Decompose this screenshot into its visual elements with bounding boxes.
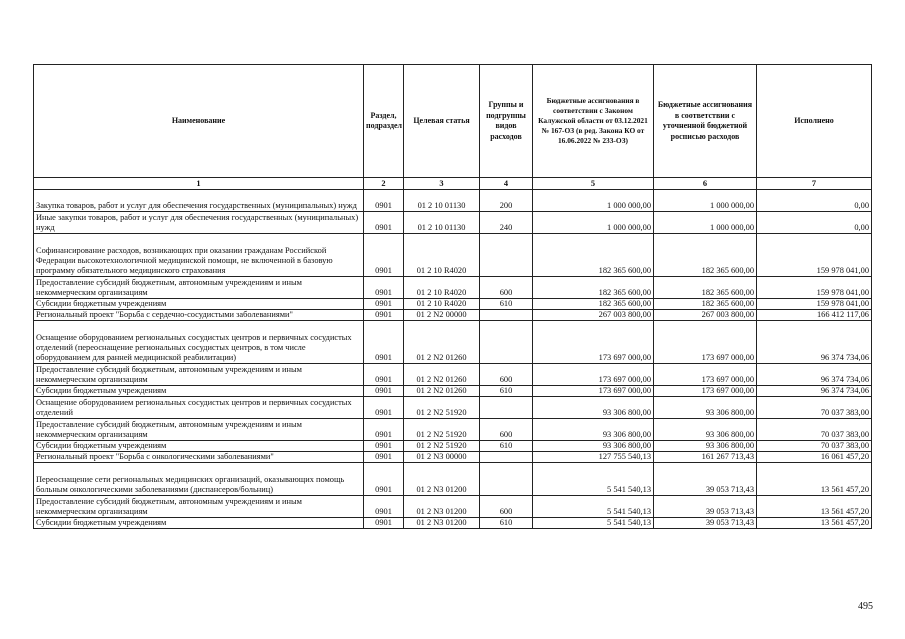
table-header-row xyxy=(34,65,872,178)
cell-target: 01 2 N2 51920 xyxy=(404,441,480,452)
cell-target: 01 2 10 01130 xyxy=(404,190,480,212)
cell-budget-law: 267 003 800,00 xyxy=(533,310,654,321)
table-row xyxy=(34,518,872,529)
table-body xyxy=(34,190,872,529)
cell-name: Субсидии бюджетным учреждениям xyxy=(34,386,364,397)
cell-name: Субсидии бюджетным учреждениям xyxy=(34,441,364,452)
cell-name: Предоставление субсидий бюджетным, автономным учреждениям и иным некоммерческим организациям xyxy=(34,277,364,299)
cell-target: 01 2 10 R4020 xyxy=(404,299,480,310)
cell-target: 01 2 N2 01260 xyxy=(404,364,480,386)
cell-budget-law: 93 306 800,00 xyxy=(533,419,654,441)
cell-executed: 70 037 383,00 xyxy=(757,441,872,452)
cell-budget-refined: 93 306 800,00 xyxy=(654,441,757,452)
cell-group: 610 xyxy=(480,441,533,452)
cell-section: 0901 xyxy=(364,397,404,419)
cell-group xyxy=(480,310,533,321)
cell-budget-law: 1 000 000,00 xyxy=(533,190,654,212)
cell-section: 0901 xyxy=(364,463,404,496)
cell-target: 01 2 N3 00000 xyxy=(404,452,480,463)
column-number: 5 xyxy=(533,178,654,190)
cell-budget-law: 5 541 540,13 xyxy=(533,518,654,529)
cell-executed: 0,00 xyxy=(757,212,872,234)
table-row xyxy=(34,277,872,299)
cell-budget-law: 93 306 800,00 xyxy=(533,441,654,452)
cell-target: 01 2 N3 01200 xyxy=(404,463,480,496)
cell-executed: 96 374 734,06 xyxy=(757,364,872,386)
budget-table xyxy=(33,64,872,529)
cell-budget-law: 182 365 600,00 xyxy=(533,277,654,299)
cell-target: 01 2 10 R4020 xyxy=(404,277,480,299)
cell-target: 01 2 N3 01200 xyxy=(404,496,480,518)
table-row xyxy=(34,310,872,321)
header-target: Целевая статья xyxy=(404,65,480,178)
cell-name: Переоснащение сети региональных медицинских организаций, оказывающих помощь больным онкологическими заболеваниями (диспансеров/больниц) xyxy=(34,463,364,496)
cell-budget-refined: 267 003 800,00 xyxy=(654,310,757,321)
cell-group: 600 xyxy=(480,277,533,299)
cell-budget-refined: 182 365 600,00 xyxy=(654,277,757,299)
header-section: Раздел, подраздел xyxy=(364,65,404,178)
budget-table-container xyxy=(33,64,871,529)
cell-target: 01 2 N2 51920 xyxy=(404,419,480,441)
cell-section: 0901 xyxy=(364,441,404,452)
cell-name: Региональный проект "Борьба с онкологическими заболеваниями" xyxy=(34,452,364,463)
cell-executed: 159 978 041,00 xyxy=(757,277,872,299)
cell-group xyxy=(480,321,533,364)
cell-executed: 70 037 383,00 xyxy=(757,397,872,419)
cell-budget-law: 1 000 000,00 xyxy=(533,212,654,234)
cell-budget-law: 182 365 600,00 xyxy=(533,234,654,277)
cell-budget-law: 173 697 000,00 xyxy=(533,364,654,386)
cell-group: 600 xyxy=(480,419,533,441)
cell-group xyxy=(480,234,533,277)
cell-executed: 13 561 457,20 xyxy=(757,496,872,518)
cell-section: 0901 xyxy=(364,386,404,397)
column-number-row xyxy=(34,178,872,190)
cell-section: 0901 xyxy=(364,419,404,441)
cell-executed: 70 037 383,00 xyxy=(757,419,872,441)
column-number: 7 xyxy=(757,178,872,190)
cell-group xyxy=(480,397,533,419)
column-number: 4 xyxy=(480,178,533,190)
column-number: 6 xyxy=(654,178,757,190)
cell-group: 610 xyxy=(480,386,533,397)
cell-executed: 16 061 457,20 xyxy=(757,452,872,463)
cell-section: 0901 xyxy=(364,212,404,234)
cell-name: Субсидии бюджетным учреждениям xyxy=(34,299,364,310)
cell-target: 01 2 N2 01260 xyxy=(404,386,480,397)
page-number: 495 xyxy=(858,601,873,612)
cell-section: 0901 xyxy=(364,452,404,463)
cell-executed: 0,00 xyxy=(757,190,872,212)
table-row xyxy=(34,364,872,386)
table-row xyxy=(34,496,872,518)
cell-group: 600 xyxy=(480,496,533,518)
cell-executed: 159 978 041,00 xyxy=(757,299,872,310)
table-row xyxy=(34,452,872,463)
header-budget-law: Бюджетные ассигнования в соответствии с Законом Калужской области от 03.12.2021 № 167-ОЗ (в ред. Закона КО от 16.06.2022 № 233-ОЗ) xyxy=(533,65,654,178)
cell-target: 01 2 N2 00000 xyxy=(404,310,480,321)
cell-group: 200 xyxy=(480,190,533,212)
cell-budget-refined: 1 000 000,00 xyxy=(654,190,757,212)
table-row xyxy=(34,441,872,452)
cell-executed: 13 561 457,20 xyxy=(757,463,872,496)
column-number: 3 xyxy=(404,178,480,190)
table-row xyxy=(34,299,872,310)
cell-budget-law: 5 541 540,13 xyxy=(533,463,654,496)
cell-budget-law: 93 306 800,00 xyxy=(533,397,654,419)
cell-target: 01 2 10 01130 xyxy=(404,212,480,234)
cell-section: 0901 xyxy=(364,496,404,518)
cell-budget-refined: 173 697 000,00 xyxy=(654,364,757,386)
cell-budget-refined: 161 267 713,43 xyxy=(654,452,757,463)
table-row xyxy=(34,463,872,496)
cell-name: Оснащение оборудованием региональных сосудистых центров и первичных сосудистых отделений (переоснащение региональных сосудистых центров, в том числе оборудованием для ранней медицинской реабилитации) xyxy=(34,321,364,364)
cell-group xyxy=(480,452,533,463)
cell-section: 0901 xyxy=(364,321,404,364)
cell-section: 0901 xyxy=(364,310,404,321)
header-group: Группы и подгруппы видов расходов xyxy=(480,65,533,178)
cell-budget-refined: 39 053 713,43 xyxy=(654,463,757,496)
cell-budget-law: 182 365 600,00 xyxy=(533,299,654,310)
table-row xyxy=(34,419,872,441)
table-row xyxy=(34,212,872,234)
cell-group xyxy=(480,463,533,496)
cell-budget-refined: 173 697 000,00 xyxy=(654,386,757,397)
cell-section: 0901 xyxy=(364,190,404,212)
cell-executed: 166 412 117,06 xyxy=(757,310,872,321)
cell-budget-refined: 39 053 713,43 xyxy=(654,518,757,529)
cell-section: 0901 xyxy=(364,364,404,386)
header-budget-refined: Бюджетные ассигнования в соответствии с уточненной бюджетной росписью расходов xyxy=(654,65,757,178)
cell-executed: 13 561 457,20 xyxy=(757,518,872,529)
cell-target: 01 2 N2 51920 xyxy=(404,397,480,419)
column-number: 2 xyxy=(364,178,404,190)
cell-budget-refined: 182 365 600,00 xyxy=(654,234,757,277)
cell-name: Иные закупки товаров, работ и услуг для обеспечения государственных (муниципальных) нужд xyxy=(34,212,364,234)
cell-name: Региональный проект "Борьба с сердечно-сосудистыми заболеваниями" xyxy=(34,310,364,321)
cell-target: 01 2 10 R4020 xyxy=(404,234,480,277)
table-row xyxy=(34,321,872,364)
cell-budget-law: 173 697 000,00 xyxy=(533,321,654,364)
cell-budget-law: 5 541 540,13 xyxy=(533,496,654,518)
cell-section: 0901 xyxy=(364,299,404,310)
cell-section: 0901 xyxy=(364,518,404,529)
cell-name: Закупка товаров, работ и услуг для обеспечения государственных (муниципальных) нужд xyxy=(34,190,364,212)
column-number: 1 xyxy=(34,178,364,190)
cell-name: Оснащение оборудованием региональных сосудистых центров и первичных сосудистых отделений xyxy=(34,397,364,419)
cell-name: Субсидии бюджетным учреждениям xyxy=(34,518,364,529)
cell-budget-refined: 39 053 713,43 xyxy=(654,496,757,518)
cell-target: 01 2 N2 01260 xyxy=(404,321,480,364)
cell-name: Предоставление субсидий бюджетным, автономным учреждениям и иным некоммерческим организациям xyxy=(34,364,364,386)
cell-budget-law: 173 697 000,00 xyxy=(533,386,654,397)
cell-budget-refined: 93 306 800,00 xyxy=(654,419,757,441)
header-executed: Исполнено xyxy=(757,65,872,178)
cell-name: Предоставление субсидий бюджетным, автономным учреждениям и иным некоммерческим организациям xyxy=(34,419,364,441)
cell-budget-refined: 173 697 000,00 xyxy=(654,321,757,364)
cell-budget-law: 127 755 540,13 xyxy=(533,452,654,463)
header-name: Наименование xyxy=(34,65,364,178)
cell-group: 600 xyxy=(480,364,533,386)
cell-budget-refined: 182 365 600,00 xyxy=(654,299,757,310)
table-row xyxy=(34,397,872,419)
table-row xyxy=(34,234,872,277)
cell-section: 0901 xyxy=(364,277,404,299)
cell-budget-refined: 1 000 000,00 xyxy=(654,212,757,234)
cell-group: 240 xyxy=(480,212,533,234)
cell-section: 0901 xyxy=(364,234,404,277)
cell-target: 01 2 N3 01200 xyxy=(404,518,480,529)
cell-name: Предоставление субсидий бюджетным, автономным учреждениям и иным некоммерческим организациям xyxy=(34,496,364,518)
table-row xyxy=(34,386,872,397)
cell-executed: 96 374 734,06 xyxy=(757,321,872,364)
cell-executed: 96 374 734,06 xyxy=(757,386,872,397)
cell-executed: 159 978 041,00 xyxy=(757,234,872,277)
cell-budget-refined: 93 306 800,00 xyxy=(654,397,757,419)
cell-group: 610 xyxy=(480,518,533,529)
cell-name: Софинансирование расходов, возникающих при оказании гражданам Российской Федерации высокотехнологичной медицинской помощи, не включенной в базовую программу обязательного медицинского страхования xyxy=(34,234,364,277)
table-row xyxy=(34,190,872,212)
cell-group: 610 xyxy=(480,299,533,310)
